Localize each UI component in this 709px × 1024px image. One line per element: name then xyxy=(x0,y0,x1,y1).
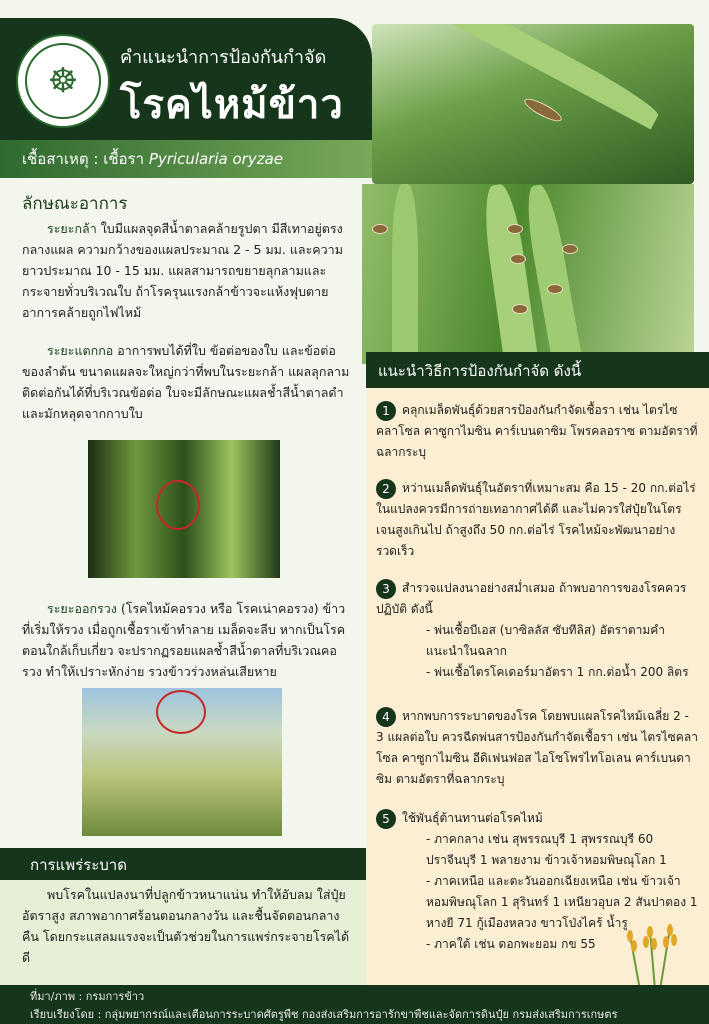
recommend-item-2 xyxy=(376,478,698,562)
symptoms-title: ลักษณะอาการ xyxy=(22,194,128,214)
stage-label: ระยะกล้า xyxy=(47,221,97,236)
sub-item: - ภาคเหนือ และตะวันออกเฉียงเหนือ เช่น ข้าวเจ้าหอมพิษณุโลก 1 สุรินทร์ 1 เหนียวอุบล 2 สันปาตอง 1 หางยี 71 กู้เมืองหลวง ขาวโป่งไคร้ น้ำรู xyxy=(426,874,698,930)
rice-stalk-decoration xyxy=(610,920,700,990)
spread-text xyxy=(22,884,352,968)
compiled-by: เรียบเรียงโดย : กลุ่มพยากรณ์และเตือนการระบาดศัตรูพืช กองส่งเสริมการอารักขาพืชและจัดการดินปุ๋ย กรมส่งเสริมการเกษตร xyxy=(30,1008,618,1021)
sub-item: - พ่นเชื้อบีเอส (บาซิลลัส ซับทีลิส) อัตราตามคำแนะนำในฉลาก xyxy=(426,623,666,658)
highlight-circle xyxy=(156,690,206,734)
step-number: 1 xyxy=(376,401,396,421)
recommend-title: แนะนำวิธีการป้องกันกำจัด ดังนี้ xyxy=(378,362,582,380)
step-number: 2 xyxy=(376,479,396,499)
step-text: หากพบการระบาดของโรค โดยพบแผลโรคไหม้เฉลี่ย 2 - 3 แผลต่อใบ ควรฉีดพ่นสารป้องกันกำจัดเชื้อรา เช่น ไตรไซคลาโซล คาซูกาไมซิน อีดิเฟนฟอส ไอโซโพรไทโอเลน คาร์เบนดาซิม ตามอัตราที่ฉลากระบุ xyxy=(376,709,698,786)
sub-item: - ภาคใต้ เช่น ดอกพะยอม กข 55 xyxy=(426,937,596,951)
rice-stem-photo xyxy=(88,440,280,578)
recommend-item-1 xyxy=(376,400,698,463)
recommend-item-4 xyxy=(376,706,698,790)
spread-title: การแพร่ระบาด xyxy=(30,856,127,874)
stage-label: ระยะออกรวง xyxy=(47,601,117,616)
rice-leaf-lesion-photo xyxy=(372,24,694,184)
poster-subtitle: คำแนะนำการป้องกันกำจัด xyxy=(120,47,327,68)
step-number: 3 xyxy=(376,579,396,599)
step-text: คลุกเมล็ดพันธุ์ด้วยสารป้องกันกำจัดเชื้อรา เช่น ไตรไซคลาโซล คาซูกาไมซิน คาร์เบนดาซิม โพรคลอราซ ตามอัตราที่ฉลากระบุ xyxy=(376,403,698,459)
cause-label: เชื้อสาเหตุ : เชื้อรา xyxy=(22,150,149,168)
rice-panicle-photo xyxy=(82,688,282,836)
stage-text: (โรคไหม้คอรวง หรือ โรคเน่าคอรวง) ข้าวที่เริ่มให้รวง เมื่อถูกเชื้อราเข้าทำลาย เมล็ดจะลีบ หากเป็นโรคตอนใกล้เก็บเกี่ยว จะปรากฏรอยแผลช้ำสีน้ำตาลที่บริเวณคอรวง ทำให้เปราะหักง่าย รวงข้าวร่วงหล่นเสียหาย xyxy=(22,601,346,679)
step-number: 4 xyxy=(376,707,396,727)
source-credit: ที่มา/ภาพ : กรมการข้าว xyxy=(30,990,145,1003)
spread-body: พบโรคในแปลงนาที่ปลูกข้าวหนาแน่น ทำให้อับลม ใส่ปุ๋ยอัตราสูง สภาพอากาศร้อนตอนกลางวัน และชื้นจัดตอนกลางคืน โดยกระแสลมแรงจะเป็นตัวช่วยในการแพร่กระจายโรคได้ดี xyxy=(22,887,350,965)
recommend-item-3 xyxy=(376,578,698,683)
sub-item: - ภาคกลาง เช่น สุพรรณบุรี 1 สุพรรณบุรี 60 ปราจีนบุรี 1 พลายงาม ข้าวเจ้าหอมพิษณุโลก 1 xyxy=(426,832,667,867)
sub-item: - พ่นเชื้อไตรโคเดอร์มาอัตรา 1 กก.ต่อน้ำ 200 ลิตร xyxy=(426,665,689,679)
symptoms-tillering xyxy=(22,340,352,424)
step-text: สำรวจแปลงนาอย่างสม่ำเสมอ ถ้าพบอาการของโรคควรปฏิบัติ ดังนี้ xyxy=(376,581,687,616)
poster-title: โรคไหม้ข้าว xyxy=(120,82,344,128)
stage-text: อาการพบได้ที่ใบ ข้อต่อของใบ และข้อต่อของลำต้น ขนาดแผลจะใหญ่กว่าที่พบในระยะกล้า แผลลุกลามติดต่อกันได้ที่บริเวณข้อต่อ ใบจะมีลักษณะแผลช้ำสีน้ำตาลดำ และมักหลุดจากกาบใบ xyxy=(22,343,350,421)
symptoms-heading xyxy=(22,598,352,682)
symptoms-seedling xyxy=(22,218,352,323)
rice-leaves-spots-photo xyxy=(362,184,694,364)
cause-text xyxy=(22,147,283,171)
step-text: หว่านเมล็ดพันธุ์ในอัตราที่เหมาะสม คือ 15 - 20 กก.ต่อไร่ ในแปลงควรมีการถ่ายเทอากาศได้ดี และไม่ควรใส่ปุ๋ยในโตรเจนสูงเกินไป ถ้าสูงถึง 50 กก.ต่อไร่ โรคไหม้จะพัฒนาอย่างรวดเร็ว xyxy=(376,481,696,558)
step-text: ใช้พันธุ์ต้านทานต่อโรคไหม้ xyxy=(402,811,543,825)
cause-species: Pyricularia oryzae xyxy=(148,150,283,168)
step-number: 5 xyxy=(376,809,396,829)
stage-label: ระยะแตกกอ xyxy=(47,343,114,358)
department-logo xyxy=(16,34,110,128)
highlight-circle xyxy=(156,480,200,530)
stage-text: ใบมีแผลจุดสีน้ำตาลคล้ายรูปตา มีสีเทาอยู่ตรงกลางแผล ความกว้างของแผลประมาณ 2 - 5 มม. และความยาวประมาณ 10 - 15 มม. แผลสามารถขยายลุกลามและกระจายทั่วบริเวณใบ ถ้าโรครุนแรงกล้าข้าวจะแห้งฟุบตาย อาการคล้ายถูกไฟไหม้ xyxy=(22,221,343,320)
seal-icon: ☸ xyxy=(25,43,101,119)
